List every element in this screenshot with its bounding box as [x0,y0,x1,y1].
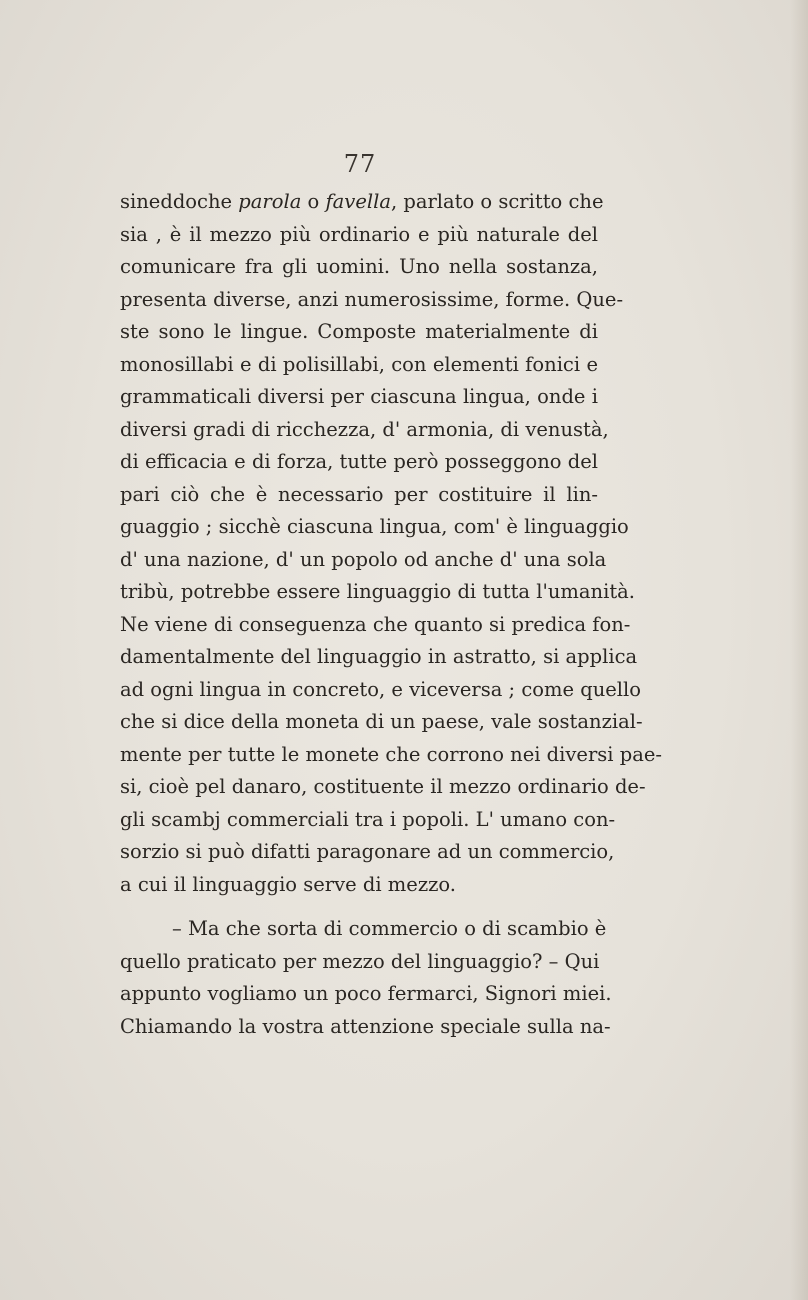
text-line: comunicare fra gli uomini. Uno nella sostanza, [120,255,598,278]
text-line: guaggio ; sicchè ciascuna lingua, com' è linguaggio [120,515,629,538]
body-text [120,186,662,1043]
text-line: d' una nazione, d' un popolo od anche d' una sola [120,547,607,571]
text-line: monosillabi e di polisillabi, con elementi fonici e [120,352,598,376]
italic-word: parola [238,190,302,213]
text-line: presenta diverse, anzi numerosissime, forme. Que- [120,287,624,311]
text-line: di efficacia e di forza, tutte però posseggono del [120,450,598,473]
text-line: Ne viene di conseguenza che quanto si predica fon- [120,612,631,636]
text-line: – Ma che sorta di commercio o di scambio è [172,917,607,940]
italic-word: favella [325,190,391,213]
paragraph-spacer [120,901,598,913]
text-line: appunto vogliamo un poco fermarci, Signori miei. [120,982,612,1005]
text-line: Chiamando la vostra attenzione speciale sulla na- [120,1014,611,1038]
page-edge-shadow [790,0,808,1300]
text-line: che si dice della moneta di un paese, vale sostanzial- [120,710,643,733]
text-line: gli scambj commerciali tra i popoli. L' umano con- [120,807,616,831]
text-line: grammaticali diversi per ciascuna lingua, onde i [120,385,598,408]
text-line: sorzio si può difatti paragonare ad un commercio, [120,840,615,863]
text-line: damentalmente del linguaggio in astratto, si applica [120,645,638,668]
text-line: si, cioè pel danaro, costituente il mezzo ordinario de- [120,775,646,798]
text-line: ad ogni lingua in concreto, e viceversa ; come quello [120,677,642,701]
text-line: tribù, potrebbe essere linguaggio di tutta l'umanità. [120,580,635,603]
text-line: diversi gradi di ricchezza, d' armonia, di venustà, [120,417,609,441]
page-number: 77 [343,150,377,178]
text-line: quello praticato per mezzo del linguaggio? – Qui [120,949,600,973]
text-line: mente per tutte le monete che corrono nei diversi pae- [120,742,662,766]
text-line: sia , è il mezzo più ordinario e più naturale del [120,222,598,246]
text-line: ste sono le lingue. Composte materialmente di [120,320,598,343]
text-line: sineddoche parola o favella, parlato o scritto che [120,190,604,213]
text-line: pari ciò che è necessario per costituire il lin- [120,482,598,506]
text-line: a cui il linguaggio serve di mezzo. [120,872,456,896]
